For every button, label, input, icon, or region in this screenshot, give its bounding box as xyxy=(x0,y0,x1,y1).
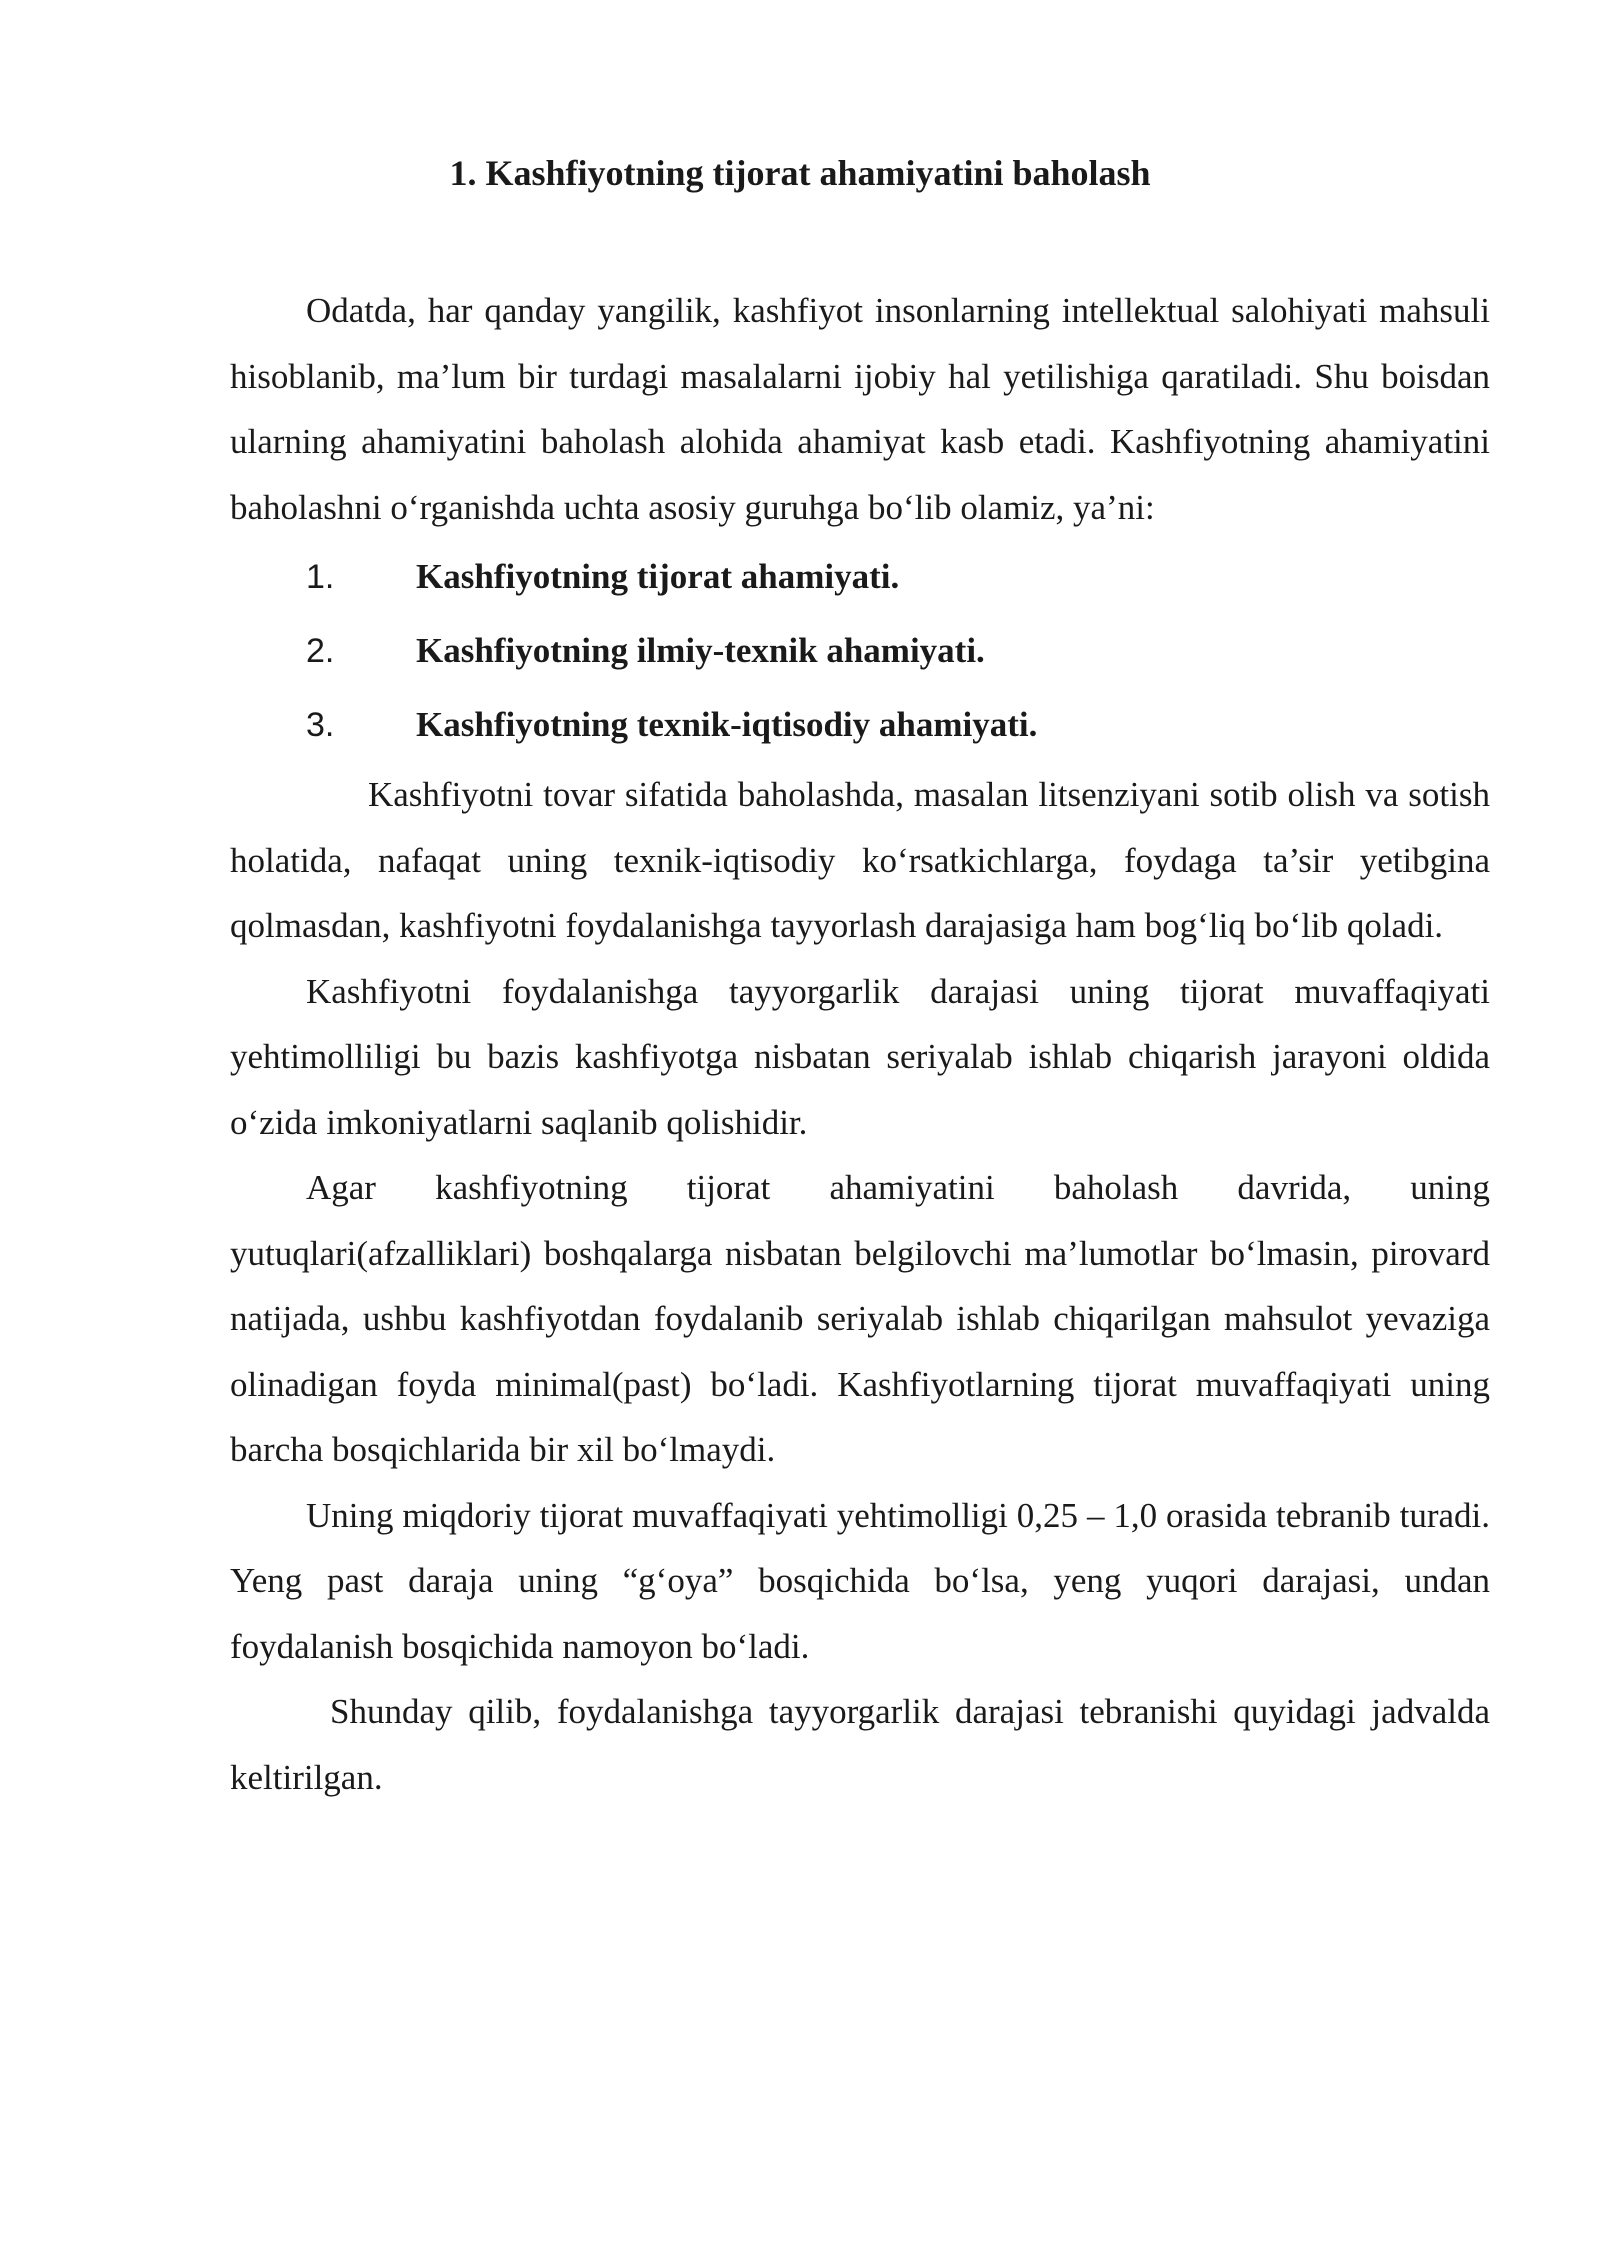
intro-paragraph: Odatda, har qanday yangilik, kashfiyot insonlarning intellektual salohiyati mahsuli hisoblanib, ma’lum bir turdagi masalalarni ijobiy hal yetilishiga qaratiladi. Shu boisdan ularning ahamiyatini baholash alohida ahamiyat kasb etadi. Kashfiyotning ahamiyatini baholashni o‘rganishda uchta asosiy guruhga bo‘lib olamiz, ya’ni: xyxy=(230,291,1490,527)
page-title: 1. Kashfiyotning tijorat ahamiyatini baholash xyxy=(449,153,1151,193)
list-item-text: Kashfiyotning tijorat ahamiyati. xyxy=(416,557,900,596)
paragraph-miqdoriy: Uning miqdoriy tijorat muvaffaqiyati yehtimolligi 0,25 – 1,0 orasida tebranib turadi. Yeng past daraja uning “g‘oya” bosqichida bo‘lsa, yeng yuqori darajasi, undan foydalanish bosqichida namoyon bo‘ladi. xyxy=(230,1495,1490,1666)
list-item-number: 3. xyxy=(306,706,335,744)
list-item-text: Kashfiyotning ilmiy-texnik ahamiyati. xyxy=(416,631,985,670)
paragraph-tayyorgarlik: Kashfiyotni foydalanishga tayyorgarlik darajasi uning tijorat muvaffaqiyati yehtimolliligi bu bazis kashfiyotga nisbatan seriyalab ishlab chiqarish jarayoni oldida o‘zida imkoniyatlarni saqlanib qolishidir. xyxy=(230,971,1490,1142)
list-item-number: 2. xyxy=(306,632,335,670)
list-item xyxy=(230,540,1490,614)
paragraph-agar: Agar kashfiyotning tijorat ahamiyatini baholash davrida, uning yutuqlari(afzalliklari) boshqalarga nisbatan belgilovchi ma’lumotlar bo‘lmasin, pirovard natijada, ushbu kashfiyotdan foydalanib seriyalab ishlab chiqarilgan mahsulot yevaziga olinadigan foyda minimal(past) bo‘ladi. Kashfiyotlarning tijorat muvaffaqiyati uning barcha bosqichlarida bir xil bo‘lmaydi. xyxy=(230,1168,1490,1469)
paragraph-tovar: Kashfiyotni tovar sifatida baholashda, masalan litsenziyani sotib olish va sotish holatida, nafaqat uning texnik-iqtisodiy ko‘rsatkichlarga, foydaga ta’sir yetibgina qolmasdan, kashfiyotni foydalanishga tayyorlash darajasiga ham bog‘liq bo‘lib qoladi. xyxy=(230,775,1490,945)
document-body xyxy=(230,278,1490,1810)
list-item xyxy=(230,614,1490,688)
list-item xyxy=(230,688,1490,762)
list-item-number: 1. xyxy=(306,558,335,596)
paragraph-shunday: Shunday qilib, foydalanishga tayyorgarlik darajasi tebranishi quyidagi jadvalda keltirilgan. xyxy=(230,1692,1490,1797)
list-item-text: Kashfiyotning texnik-iqtisodiy ahamiyati. xyxy=(416,705,1038,744)
ahamiyat-list xyxy=(230,540,1490,762)
